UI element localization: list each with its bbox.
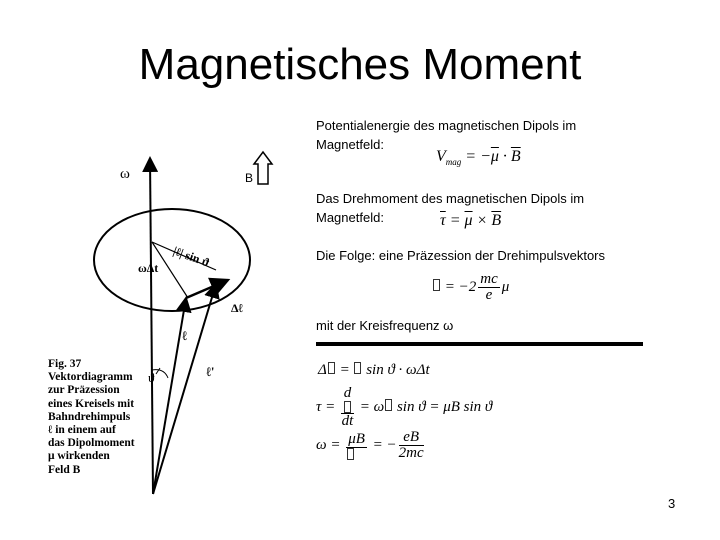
page-number: 3: [668, 496, 676, 511]
placeholder-box-icon: [385, 399, 392, 411]
caption-line: das Dipolmoment: [48, 437, 135, 450]
delta-l-label: Δℓ: [231, 301, 244, 315]
placeholder-box-icon: [433, 279, 440, 291]
placeholder-box-icon: [328, 362, 335, 374]
caption-line: Bahndrehimpuls: [48, 410, 131, 423]
delta-l-vector: [186, 280, 228, 298]
caption-line: eines Kreisels mit: [48, 397, 135, 410]
caption-line: zur Präzession: [48, 384, 120, 397]
omega-label: ω: [120, 166, 130, 182]
b-label: B: [245, 171, 254, 185]
text-potential-energy: Potentialenergie des magnetischen Dipols im Magnetfeld:: [316, 118, 577, 152]
formula-potential-energy: $V_{mag} = -\overline{\mu} \cdot \overline{B}$: [436, 148, 521, 168]
text-consequence: Die Folge: eine Präzession der Drehimpulsvektors: [316, 248, 606, 263]
caption-line: Fig. 37: [48, 358, 82, 370]
omega-axis: [150, 158, 153, 494]
l-prime-vector: [153, 284, 216, 494]
formula-omega: ω = μB = − $\frac{eB}{2mc}$: [316, 429, 424, 461]
precession-ellipse: [94, 209, 250, 311]
placeholder-box-icon: [354, 362, 361, 374]
b-field-arrow-icon: [254, 152, 272, 184]
caption-line: μ wirkenden: [48, 450, 110, 463]
formula-mu: = −2 $\frac{mc}{e}$ μ: [432, 272, 509, 303]
theta-label: ϑ: [148, 370, 155, 385]
text-torque: Das Drehmoment des magnetischen Dipols im Magnetfeld:: [316, 191, 585, 225]
theta-pointer: [156, 368, 160, 374]
figure-caption: [48, 358, 135, 477]
separator-bar: [316, 342, 643, 346]
l-label: ℓ: [182, 328, 187, 343]
text-frequency: mit der Kreisfrequenz ω: [316, 318, 454, 333]
omega-dt-label: ωΔt: [138, 261, 159, 275]
caption-line: Vektordiagramm: [48, 371, 133, 384]
formula-torque: $\overline{\tau} = \overline{\mu} \times \overline{B}$: [440, 212, 502, 229]
formula-delta-l: Δ = sin ϑ · ωΔt: [318, 362, 430, 378]
l-prime-label: ℓ': [206, 364, 215, 379]
l-sin-label: |ℓ| sin ϑ: [171, 243, 212, 270]
caption-line: Feld B: [48, 463, 81, 476]
slide-title: Magnetisches Moment: [138, 40, 582, 89]
caption-line: ℓ in einem auf: [48, 424, 116, 437]
formula-tau: τ = $\frac{d}{dt}$ = ω sin ϑ = μB sin ϑ: [316, 385, 493, 429]
